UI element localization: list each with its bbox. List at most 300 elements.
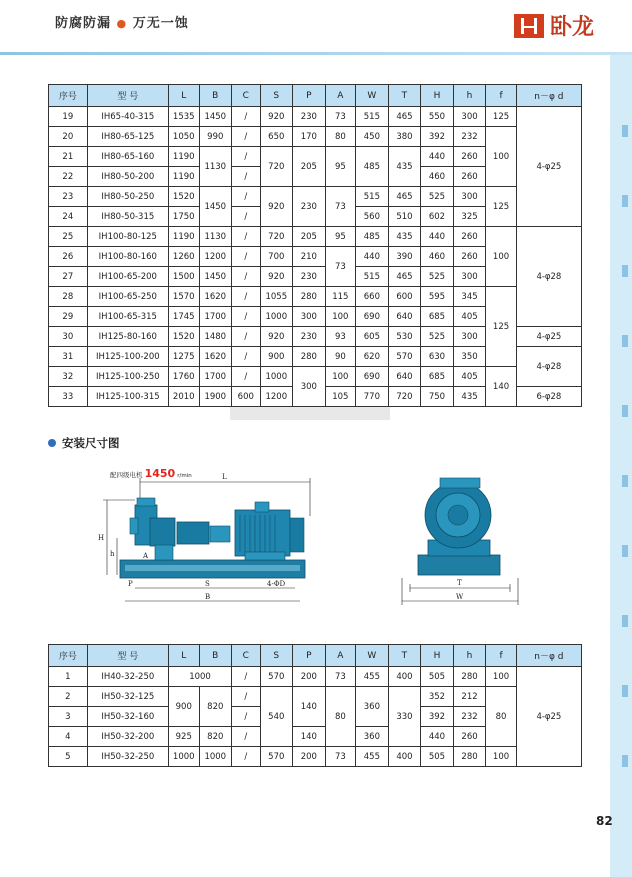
cell: 95 [325, 147, 356, 187]
cell: / [232, 307, 260, 327]
cell: 4-φ25 [516, 107, 581, 227]
cell: 260 [453, 167, 486, 187]
cell: 20 [49, 127, 88, 147]
cell: 300 [453, 327, 486, 347]
cell: 280 [293, 347, 326, 367]
cell: 640 [388, 307, 421, 327]
cell: 515 [356, 107, 389, 127]
pump-side-view-diagram [95, 460, 330, 620]
col-header: 型 号 [87, 85, 168, 107]
cell: 230 [293, 267, 326, 287]
cell: 105 [325, 387, 356, 407]
cell: 2010 [169, 387, 200, 407]
cell: 1000 [199, 747, 232, 767]
table-row [49, 687, 582, 707]
cell: 73 [325, 667, 356, 687]
cell: 1620 [199, 287, 232, 307]
cell: 440 [421, 727, 454, 747]
dim-label-nd: 4-ΦD [267, 580, 286, 588]
col-header: T [388, 645, 421, 667]
cell: 260 [453, 247, 486, 267]
cell: 1130 [199, 147, 232, 187]
cell: 560 [356, 207, 389, 227]
cell: 24 [49, 207, 88, 227]
section-title-text: 安装尺寸图 [62, 436, 120, 450]
cell: IH65-40-315 [87, 107, 168, 127]
cell: 1000 [260, 367, 293, 387]
cell: 325 [453, 207, 486, 227]
col-header: A [325, 645, 356, 667]
cell: 620 [356, 347, 389, 367]
cell: 73 [325, 747, 356, 767]
pump-front-view-diagram [400, 460, 530, 620]
cell: 540 [260, 687, 293, 747]
col-header: f [486, 85, 517, 107]
cell: IH50-32-250 [87, 747, 168, 767]
cell: 650 [260, 127, 293, 147]
cell: IH125-80-160 [87, 327, 168, 347]
cell: 352 [421, 687, 454, 707]
cell: 602 [421, 207, 454, 227]
cell: 80 [325, 127, 356, 147]
cell: 210 [293, 247, 326, 267]
brand-logo [514, 10, 594, 41]
cell: 1000 [169, 667, 232, 687]
cell: 465 [388, 267, 421, 287]
cell: 685 [421, 307, 454, 327]
col-header: A [325, 85, 356, 107]
cell: IH100-65-315 [87, 307, 168, 327]
cell: 350 [453, 347, 486, 367]
cell: 920 [260, 107, 293, 127]
decorative-sidebar [610, 55, 632, 877]
cell: / [232, 127, 260, 147]
cell: 232 [453, 127, 486, 147]
cell: 690 [356, 367, 389, 387]
spec-table-upper [48, 84, 582, 407]
cell: 100 [486, 127, 517, 187]
cell: 750 [421, 387, 454, 407]
col-header: n－φ d [516, 85, 581, 107]
cell: 400 [388, 747, 421, 767]
col-header: C [232, 645, 260, 667]
col-header: B [199, 645, 232, 667]
cell: 100 [325, 367, 356, 387]
cell: / [232, 187, 260, 207]
cell: 330 [388, 687, 421, 747]
cell: / [232, 207, 260, 227]
cell: 345 [453, 287, 486, 307]
cell: / [232, 267, 260, 287]
cell: 1750 [169, 207, 200, 227]
cell: 455 [356, 667, 389, 687]
cell: 1620 [199, 347, 232, 367]
cell: 515 [356, 187, 389, 207]
col-header: h [453, 85, 486, 107]
col-header: 序号 [49, 645, 88, 667]
cell: / [232, 227, 260, 247]
cell: IH50-32-160 [87, 707, 168, 727]
cell: 200 [293, 747, 326, 767]
cell: 465 [388, 107, 421, 127]
cell: IH100-65-250 [87, 287, 168, 307]
cell: 100 [486, 667, 517, 687]
cell: 1450 [199, 187, 232, 227]
dim-label-w: W [456, 593, 464, 601]
cell: 21 [49, 147, 88, 167]
dim-label-l: L [222, 473, 227, 481]
cell: 525 [421, 267, 454, 287]
cell: 920 [260, 187, 293, 227]
header-rule [0, 52, 632, 55]
cell: 26 [49, 247, 88, 267]
motor-speed-unit: r/min [177, 473, 192, 479]
cell: 73 [325, 247, 356, 287]
cell: 550 [421, 107, 454, 127]
cell: 280 [453, 747, 486, 767]
cell: 260 [453, 147, 486, 167]
cell: 170 [293, 127, 326, 147]
cell: 4 [49, 727, 88, 747]
cell: / [232, 167, 260, 187]
cell: 4-φ28 [516, 347, 581, 387]
cell: 22 [49, 167, 88, 187]
cell: 125 [486, 107, 517, 127]
cell: 440 [421, 147, 454, 167]
cell: 465 [388, 187, 421, 207]
cell: 1190 [169, 147, 200, 167]
cell: 405 [453, 367, 486, 387]
cell: 392 [421, 707, 454, 727]
cell: 1190 [169, 167, 200, 187]
cell: 600 [388, 287, 421, 307]
cell: 1190 [169, 227, 200, 247]
cell: 260 [453, 227, 486, 247]
brand-name: 卧龙 [549, 15, 594, 40]
cell: 280 [453, 667, 486, 687]
cell: 230 [293, 327, 326, 347]
cell: / [232, 347, 260, 367]
cell: 1760 [169, 367, 200, 387]
cell: 1000 [169, 747, 200, 767]
cell: IH125-100-315 [87, 387, 168, 407]
cell: 212 [453, 687, 486, 707]
cell: 95 [325, 227, 356, 247]
cell: IH50-32-200 [87, 727, 168, 747]
cell: 140 [486, 367, 517, 407]
col-header: H [421, 85, 454, 107]
cell: 115 [325, 287, 356, 307]
cell: / [232, 247, 260, 267]
cell: 280 [293, 287, 326, 307]
dim-label-t: T [457, 579, 462, 587]
cell: 630 [421, 347, 454, 367]
cell: 505 [421, 667, 454, 687]
cell: 140 [293, 727, 326, 747]
cell: 1570 [169, 287, 200, 307]
cell: 1520 [169, 327, 200, 347]
slogan-right: 万无一蚀 [132, 16, 189, 31]
cell: 435 [453, 387, 486, 407]
cell: 770 [356, 387, 389, 407]
col-header: 序号 [49, 85, 88, 107]
cell: 4-φ28 [516, 227, 581, 327]
cell: 28 [49, 287, 88, 307]
cell: 570 [260, 747, 293, 767]
dim-label-p: P [128, 580, 133, 588]
cell: 440 [356, 247, 389, 267]
cell: 605 [356, 327, 389, 347]
cell: 400 [388, 667, 421, 687]
cell: 685 [421, 367, 454, 387]
cell: 570 [388, 347, 421, 367]
dim-label-s: S [205, 580, 210, 588]
table-row [49, 747, 582, 767]
cell: IH80-50-250 [87, 187, 168, 207]
cell: 200 [293, 667, 326, 687]
cell: 460 [421, 167, 454, 187]
cell: 6-φ28 [516, 387, 581, 407]
cell: 360 [356, 727, 389, 747]
cell: 1200 [260, 387, 293, 407]
cell: IH80-65-160 [87, 147, 168, 167]
col-header: L [169, 85, 200, 107]
cell: 1050 [169, 127, 200, 147]
cell: 3 [49, 707, 88, 727]
cell: IH80-65-125 [87, 127, 168, 147]
cell: 205 [293, 227, 326, 247]
cell: 460 [421, 247, 454, 267]
cell: 32 [49, 367, 88, 387]
cell: 380 [388, 127, 421, 147]
cell: 1 [49, 667, 88, 687]
table-row [49, 287, 582, 307]
cell: 820 [199, 727, 232, 747]
cell: 1260 [169, 247, 200, 267]
cell: 640 [388, 367, 421, 387]
col-header: C [232, 85, 260, 107]
cell: 595 [421, 287, 454, 307]
motor-label-text: 配四级电机 [110, 471, 143, 479]
page-header [0, 0, 632, 52]
col-header: f [486, 645, 517, 667]
col-header: W [356, 85, 389, 107]
cell: 660 [356, 287, 389, 307]
cell: 1000 [260, 307, 293, 327]
cell: / [232, 747, 260, 767]
cell: 2 [49, 687, 88, 707]
cell: 300 [293, 307, 326, 327]
cell: 73 [325, 187, 356, 227]
col-header: h [453, 645, 486, 667]
col-header: H [421, 645, 454, 667]
cell: 1480 [199, 327, 232, 347]
cell: 140 [293, 687, 326, 727]
cell: 30 [49, 327, 88, 347]
cell: 525 [421, 327, 454, 347]
col-header: n－φ d [516, 645, 581, 667]
cell: 1055 [260, 287, 293, 307]
cell: IH80-50-315 [87, 207, 168, 227]
cell: 455 [356, 747, 389, 767]
cell: 1700 [199, 307, 232, 327]
cell: IH80-50-200 [87, 167, 168, 187]
table-row [49, 107, 582, 127]
cell: 23 [49, 187, 88, 207]
col-header: L [169, 645, 200, 667]
cell: 505 [421, 747, 454, 767]
cell: 1200 [199, 247, 232, 267]
table-row [49, 667, 582, 687]
bullet-dot-icon: ● [116, 17, 128, 30]
cell: 300 [293, 367, 326, 407]
cell: 1745 [169, 307, 200, 327]
cell: 720 [260, 147, 293, 187]
dim-label-h: H [98, 534, 105, 542]
cell: 485 [356, 227, 389, 247]
cell: 19 [49, 107, 88, 127]
cell: 100 [486, 747, 517, 767]
cell: 990 [199, 127, 232, 147]
cell: 920 [260, 267, 293, 287]
cell: 510 [388, 207, 421, 227]
cell: / [232, 107, 260, 127]
cell: / [232, 687, 260, 707]
cell: 390 [388, 247, 421, 267]
cell: 435 [388, 227, 421, 247]
cell: 900 [169, 687, 200, 727]
col-header: T [388, 85, 421, 107]
slogan-left: 防腐防漏 [55, 16, 112, 31]
motor-speed: 1450 [144, 467, 176, 480]
cell: 300 [453, 187, 486, 207]
cell: 4-φ25 [516, 667, 581, 767]
cell: 1275 [169, 347, 200, 367]
table-row [49, 227, 582, 247]
cell: / [232, 287, 260, 307]
cell: 515 [356, 267, 389, 287]
cell: 29 [49, 307, 88, 327]
cell: 33 [49, 387, 88, 407]
cell: / [232, 707, 260, 727]
table-row [49, 187, 582, 207]
cell: 80 [486, 687, 517, 747]
cell: 1450 [199, 267, 232, 287]
cell: 925 [169, 727, 200, 747]
dim-label-b: B [205, 593, 211, 601]
col-header: B [199, 85, 232, 107]
cell: IH100-80-160 [87, 247, 168, 267]
cell: / [232, 147, 260, 167]
table-row [49, 367, 582, 387]
col-header: S [260, 645, 293, 667]
cell: / [232, 367, 260, 387]
cell: 720 [388, 387, 421, 407]
page-number: 82 [596, 814, 613, 828]
dim-label-a: A [143, 552, 149, 560]
cell: 720 [260, 227, 293, 247]
cell: 100 [486, 227, 517, 287]
col-header: S [260, 85, 293, 107]
cell: 1700 [199, 367, 232, 387]
cell: / [232, 667, 260, 687]
cell: 600 [232, 387, 260, 407]
cell: IH100-65-200 [87, 267, 168, 287]
table-row [49, 127, 582, 147]
cell: IH125-100-200 [87, 347, 168, 367]
cell: 300 [453, 267, 486, 287]
cell: IH40-32-250 [87, 667, 168, 687]
cell: / [232, 727, 260, 747]
cell: / [232, 327, 260, 347]
cell: 4-φ25 [516, 327, 581, 347]
cell: 900 [260, 347, 293, 367]
cell: 73 [325, 107, 356, 127]
cell: IH50-32-125 [87, 687, 168, 707]
cell: 360 [356, 687, 389, 727]
cell: 232 [453, 707, 486, 727]
cell: 920 [260, 327, 293, 347]
table-header-row [49, 85, 582, 107]
cell: 700 [260, 247, 293, 267]
cell: 405 [453, 307, 486, 327]
cell: 27 [49, 267, 88, 287]
col-header: W [356, 645, 389, 667]
cell: 1535 [169, 107, 200, 127]
cell: 435 [388, 147, 421, 187]
cell: 570 [260, 667, 293, 687]
cell: 90 [325, 347, 356, 367]
cell: 93 [325, 327, 356, 347]
cell: 450 [356, 127, 389, 147]
col-header: 型 号 [87, 645, 168, 667]
col-header: P [293, 645, 326, 667]
cell: 1520 [169, 187, 200, 207]
cell: 125 [486, 187, 517, 227]
cell: 205 [293, 147, 326, 187]
cell: 230 [293, 107, 326, 127]
section-title [48, 435, 120, 451]
cell: 80 [325, 687, 356, 747]
cell: 1900 [199, 387, 232, 407]
cell: 100 [325, 307, 356, 327]
col-header: P [293, 85, 326, 107]
cell: 392 [421, 127, 454, 147]
cell: 485 [356, 147, 389, 187]
cell: 260 [453, 727, 486, 747]
cell: 1450 [199, 107, 232, 127]
spec-table-lower [48, 644, 582, 767]
cell: 125 [486, 287, 517, 367]
cell: 300 [453, 107, 486, 127]
cell: 1130 [199, 227, 232, 247]
cell: 820 [199, 687, 232, 727]
slogan [55, 12, 189, 31]
cell: 31 [49, 347, 88, 367]
cell: 1500 [169, 267, 200, 287]
cell: 690 [356, 307, 389, 327]
cell: IH125-100-250 [87, 367, 168, 387]
bullet-icon [48, 439, 56, 447]
cell: 25 [49, 227, 88, 247]
brand-logo-icon [514, 14, 544, 38]
dim-label-h-small: h [110, 550, 115, 558]
cell: 5 [49, 747, 88, 767]
cell: 440 [421, 227, 454, 247]
table-header-row [49, 645, 582, 667]
cell: 525 [421, 187, 454, 207]
cell: 230 [293, 187, 326, 227]
